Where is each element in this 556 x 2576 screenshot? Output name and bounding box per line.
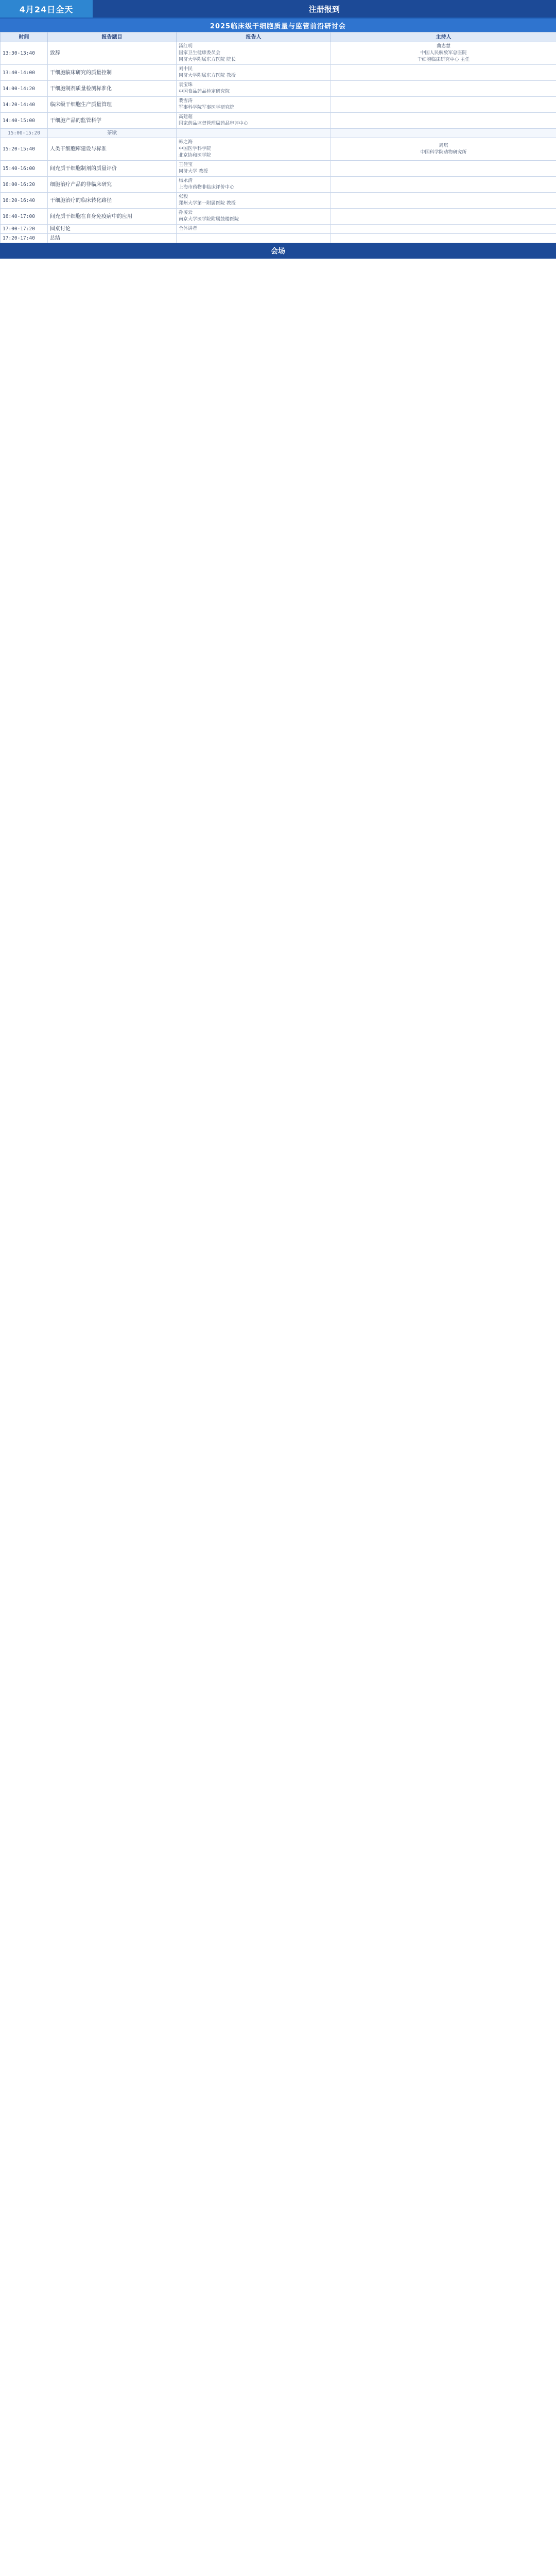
- row-topic: 致辞: [48, 42, 177, 65]
- row-speaker: 袁宝珠 中国食品药品检定研究院: [177, 81, 331, 97]
- row-topic: 干细胞治疗的临床转化路径: [48, 193, 177, 209]
- row-time: 16:00-16:20: [1, 177, 48, 193]
- day-title: 注册报到: [308, 4, 340, 14]
- table-row: [1, 81, 556, 97]
- session-table: [0, 32, 556, 243]
- row-host: [331, 234, 556, 243]
- row-speaker: 张毅 郑州大学第一附属医院 教授: [177, 193, 331, 209]
- row-speaker: 杨永清 上海市药物非临床评价中心: [177, 177, 331, 193]
- row-speaker: 全体讲者: [177, 225, 331, 234]
- row-time: 15:20-15:40: [1, 138, 48, 161]
- row-time: 14:20-14:40: [1, 97, 48, 113]
- agenda-content: [0, 0, 556, 243]
- table-row: [1, 42, 556, 65]
- row-speaker: 裴雪涛 军事科学院军事医学研究院: [177, 97, 331, 113]
- row-time: 16:40-17:00: [1, 209, 48, 225]
- row-host: [331, 129, 556, 138]
- row-topic: 临床级干细胞生产质量管理: [48, 97, 177, 113]
- row-topic: 干细胞临床研究的质量控制: [48, 65, 177, 81]
- row-host: [331, 177, 556, 193]
- column-header: 主持人: [331, 32, 556, 42]
- row-speaker: 孙凌云 南京大学医学院附属鼓楼医院: [177, 209, 331, 225]
- row-time: 13:30-13:40: [1, 42, 48, 65]
- row-time: 17:20-17:40: [1, 234, 48, 243]
- row-host: [331, 193, 556, 209]
- row-speaker: [177, 234, 331, 243]
- row-host: 周琪 中国科学院动物研究所: [331, 138, 556, 161]
- footer-label: 会场: [271, 247, 285, 256]
- row-host: 曲志慧 中国人民解放军总医院 干细胞临床研究中心 主任: [331, 42, 556, 65]
- row-host: [331, 65, 556, 81]
- row-host: [331, 113, 556, 129]
- row-speaker: 刘中民 同济大学附属东方医院 教授: [177, 65, 331, 81]
- table-row: [1, 225, 556, 234]
- day-header: [0, 0, 556, 18]
- row-speaker: [177, 129, 331, 138]
- table-row: [1, 234, 556, 243]
- row-speaker: 韩之海 中国医学科学院 北京协和医学院: [177, 138, 331, 161]
- row-topic: 细胞治疗产品的非临床研究: [48, 177, 177, 193]
- row-topic: 茶歇: [48, 129, 177, 138]
- row-host: [331, 97, 556, 113]
- table-row: [1, 113, 556, 129]
- table-row: [1, 129, 556, 138]
- row-host: [331, 161, 556, 177]
- row-topic: 圆桌讨论: [48, 225, 177, 234]
- row-host: [331, 81, 556, 97]
- row-topic: 干细胞产品的监管科学: [48, 113, 177, 129]
- table-row: [1, 138, 556, 161]
- row-topic: 干细胞制剂质量检测标准化: [48, 81, 177, 97]
- row-topic: 总结: [48, 234, 177, 243]
- row-host: [331, 225, 556, 234]
- row-topic: 间充质干细胞制剂的质量评价: [48, 161, 177, 177]
- row-topic: 人类干细胞库建设与标准: [48, 138, 177, 161]
- table-row: [1, 65, 556, 81]
- table-row: [1, 177, 556, 193]
- row-time: 17:00-17:20: [1, 225, 48, 234]
- row-time: 13:40-14:00: [1, 65, 48, 81]
- session-block: [0, 18, 556, 243]
- row-time: 16:20-16:40: [1, 193, 48, 209]
- row-speaker: 汤红明 国家卫生健康委员会 同济大学附属东方医院 院长: [177, 42, 331, 65]
- table-row: [1, 97, 556, 113]
- row-time: 14:00-14:20: [1, 81, 48, 97]
- table-row: [1, 193, 556, 209]
- agenda-footer: [0, 243, 556, 259]
- table-row: [1, 161, 556, 177]
- row-speaker: 王佳宝 同济大学 教授: [177, 161, 331, 177]
- row-speaker: 高建超 国家药品监督管理局药品审评中心: [177, 113, 331, 129]
- row-time: 15:00-15:20: [1, 129, 48, 138]
- row-time: 15:40-16:00: [1, 161, 48, 177]
- day-date: 4月24日全天: [0, 0, 93, 18]
- row-host: [331, 209, 556, 225]
- table-row: [1, 209, 556, 225]
- session-title: 2025临床级干细胞质量与监管前沿研讨会: [0, 19, 556, 32]
- row-topic: 间充质干细胞在自身免疫病中的应用: [48, 209, 177, 225]
- column-header: 时间: [1, 32, 48, 42]
- column-header: 报告人: [177, 32, 331, 42]
- row-time: 14:40-15:00: [1, 113, 48, 129]
- column-header: 报告题目: [48, 32, 177, 42]
